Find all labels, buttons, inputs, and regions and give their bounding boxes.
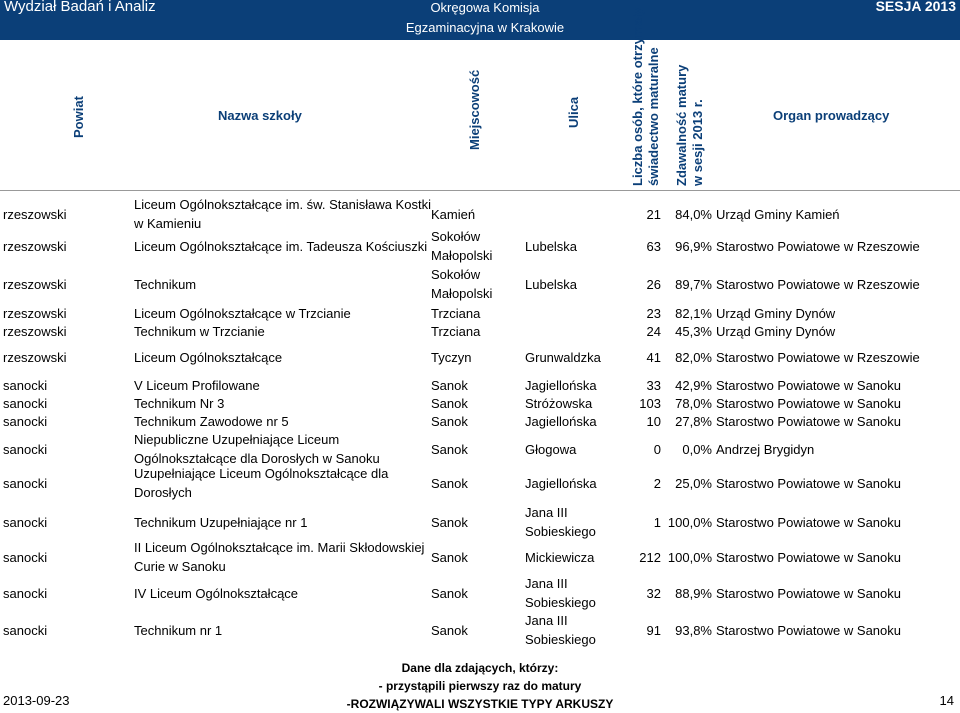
cell-nazwa: II Liceum Ogólnokształcące im. Marii Skłodowskiej <box>134 540 425 555</box>
cell-miejscowosc: Sanok <box>431 441 468 457</box>
cell-organ: Starostwo Powiatowe w Rzeszowie <box>716 349 920 365</box>
cell-organ: Starostwo Powiatowe w Rzeszowie <box>716 238 920 254</box>
cell-ulica: Jagiellońska <box>525 475 597 491</box>
cell-zdawalnosc: 45,3% <box>675 323 712 339</box>
cell-powiat: rzeszowski <box>3 206 67 222</box>
cell-zdawalnosc: 82,0% <box>675 349 712 365</box>
cell-organ: Starostwo Powiatowe w Sanoku <box>716 377 901 393</box>
header-divider <box>0 190 960 191</box>
cell-miejscowosc: Sanok <box>431 514 468 530</box>
cell-liczba: 63 <box>646 238 661 254</box>
cell-nazwa: w Kamieniu <box>134 216 202 231</box>
cell-nazwa: Uzupełniające Liceum Ogólnokształcące dla <box>134 466 389 481</box>
cell-ulica: Stróżowska <box>525 395 593 411</box>
cell-zdawalnosc: 100,0% <box>667 549 712 565</box>
cell-powiat: sanocki <box>3 475 48 491</box>
cell-powiat: sanocki <box>3 514 48 530</box>
cell-miejscowosc: Małopolski <box>431 286 493 301</box>
cell-ulica: Jana III <box>525 613 568 628</box>
cell-nazwa: Technikum w Trzcianie <box>134 323 265 339</box>
cell-powiat: rzeszowski <box>3 305 67 321</box>
column-header-miejscowosc: Miejscowość <box>467 69 482 150</box>
cell-powiat: sanocki <box>3 585 48 601</box>
cell-ulica: Lubelska <box>525 276 578 292</box>
column-header-liczba-line1: Liczba osób, które otrzymały <box>630 7 645 186</box>
column-header-zdawalnosc-line2: w sesji 2013 r. <box>690 99 705 186</box>
cell-miejscowosc: Małopolski <box>431 248 493 263</box>
cell-powiat: sanocki <box>3 377 48 393</box>
cell-nazwa: Dorosłych <box>134 485 192 500</box>
cell-ulica: Sobieskiego <box>525 632 596 647</box>
cell-nazwa: Liceum Ogólnokształcące im. św. Stanisława Kostki <box>134 197 431 212</box>
cell-miejscowosc: Trzciana <box>431 323 481 339</box>
cell-powiat: rzeszowski <box>3 349 67 365</box>
cell-nazwa: Technikum Nr 3 <box>134 395 225 411</box>
cell-miejscowosc: Sanok <box>431 413 468 429</box>
cell-zdawalnosc: 84,0% <box>675 206 712 222</box>
cell-miejscowosc: Trzciana <box>431 305 481 321</box>
cell-organ: Urząd Gminy Dynów <box>716 305 836 321</box>
cell-liczba: 41 <box>646 349 661 365</box>
cell-miejscowosc: Sanok <box>431 377 468 393</box>
header-center-line1: Okręgowa Komisja Egzaminacyjna w Krakowie <box>405 0 565 35</box>
cell-miejscowosc: Sanok <box>431 622 468 638</box>
cell-liczba: 2 <box>653 475 661 491</box>
cell-zdawalnosc: 25,0% <box>675 475 712 491</box>
cell-miejscowosc: Tyczyn <box>431 349 472 365</box>
cell-zdawalnosc: 0,0% <box>682 441 712 457</box>
cell-ulica: Jana III <box>525 505 568 520</box>
cell-organ: Starostwo Powiatowe w Sanoku <box>716 514 901 530</box>
cell-organ: Starostwo Powiatowe w Sanoku <box>716 395 901 411</box>
header-center <box>385 0 585 58</box>
cell-organ: Starostwo Powiatowe w Sanoku <box>716 622 901 638</box>
cell-ulica: Głogowa <box>525 441 577 457</box>
cell-zdawalnosc: 100,0% <box>667 514 712 530</box>
cell-nazwa: V Liceum Profilowane <box>134 377 260 393</box>
cell-liczba: 33 <box>646 377 661 393</box>
cell-ulica: Grunwaldzka <box>525 349 601 365</box>
cell-powiat: sanocki <box>3 413 48 429</box>
cell-liczba: 212 <box>639 549 661 565</box>
cell-organ: Andrzej Brygidyn <box>716 441 815 457</box>
cell-organ: Urząd Gminy Dynów <box>716 323 836 339</box>
cell-liczba: 24 <box>646 323 661 339</box>
cell-organ: Starostwo Powiatowe w Rzeszowie <box>716 276 920 292</box>
cell-miejscowosc: Sanok <box>431 395 468 411</box>
footer-note <box>330 659 630 713</box>
cell-powiat: rzeszowski <box>3 323 67 339</box>
column-header-organ: Organ prowadzący <box>773 108 890 123</box>
cell-organ: Starostwo Powiatowe w Sanoku <box>716 413 901 429</box>
cell-powiat: sanocki <box>3 622 48 638</box>
cell-liczba: 21 <box>646 206 661 222</box>
footer-line2: - przystąpili pierwszy raz do matury <box>378 679 582 693</box>
cell-nazwa: IV Liceum Ogólnokształcące <box>134 585 299 601</box>
cell-zdawalnosc: 82,1% <box>675 305 712 321</box>
cell-liczba: 10 <box>646 413 661 429</box>
cell-ulica: Jagiellońska <box>525 413 597 429</box>
cell-liczba: 26 <box>646 276 661 292</box>
header-center-line2: os. Szkolne 37, 31-978 Kraków <box>395 40 575 55</box>
header-right: SESJA 2013 <box>875 0 956 14</box>
cell-liczba: 32 <box>646 585 661 601</box>
cell-ulica: Lubelska <box>525 238 578 254</box>
column-header-liczba-line2: świadectwo maturalne <box>646 47 661 186</box>
cell-nazwa: Technikum nr 1 <box>134 622 223 638</box>
cell-powiat: sanocki <box>3 395 48 411</box>
cell-miejscowosc: Sokołów <box>431 267 481 282</box>
cell-powiat: rzeszowski <box>3 276 67 292</box>
header-left: Wydział Badań i Analiz <box>4 0 156 15</box>
column-header-ulica: Ulica <box>566 96 581 128</box>
cell-zdawalnosc: 96,9% <box>675 238 712 254</box>
cell-miejscowosc: Sanok <box>431 475 468 491</box>
cell-organ: Urząd Gminy Kamień <box>716 206 840 222</box>
cell-nazwa: Curie w Sanoku <box>134 559 226 574</box>
cell-ulica: Jagiellońska <box>525 377 597 393</box>
cell-nazwa: Ogólnokształcące dla Dorosłych w Sanoku <box>134 451 380 466</box>
cell-nazwa: Technikum Uzupełniające nr 1 <box>134 514 308 530</box>
cell-liczba: 91 <box>646 622 661 638</box>
cell-powiat: rzeszowski <box>3 238 67 254</box>
cell-liczba: 1 <box>653 514 661 530</box>
cell-zdawalnosc: 42,9% <box>675 377 712 393</box>
cell-zdawalnosc: 27,8% <box>675 413 712 429</box>
cell-ulica: Jana III <box>525 576 568 591</box>
cell-nazwa: Technikum Zawodowe nr 5 <box>134 413 289 429</box>
cell-nazwa: Liceum Ogólnokształcące im. Tadeusza Kościuszki <box>134 238 428 254</box>
column-header-zdawalnosc <box>674 65 706 186</box>
cell-miejscowosc: Sanok <box>431 585 468 601</box>
cell-organ: Starostwo Powiatowe w Sanoku <box>716 549 901 565</box>
cell-ulica: Sobieskiego <box>525 595 596 610</box>
cell-zdawalnosc: 78,0% <box>675 395 712 411</box>
cell-nazwa: Niepubliczne Uzupełniające Liceum <box>134 432 340 447</box>
cell-organ: Starostwo Powiatowe w Sanoku <box>716 475 901 491</box>
footer-line3: -ROZWIĄZYWALI WSZYSTKIE TYPY ARKUSZY <box>346 697 614 711</box>
cell-zdawalnosc: 93,8% <box>675 622 712 638</box>
cell-miejscowosc: Sokołów <box>431 229 481 244</box>
cell-zdawalnosc: 88,9% <box>675 585 712 601</box>
cell-liczba: 0 <box>653 441 661 457</box>
footer-date: 2013-09-23 <box>3 693 70 708</box>
cell-powiat: sanocki <box>3 549 48 565</box>
page-number: 14 <box>939 693 954 708</box>
cell-liczba: 23 <box>646 305 661 321</box>
cell-organ: Starostwo Powiatowe w Sanoku <box>716 585 901 601</box>
cell-nazwa: Liceum Ogólnokształcące <box>134 349 283 365</box>
cell-liczba: 103 <box>639 395 661 411</box>
column-header-liczba <box>630 8 662 186</box>
cell-zdawalnosc: 89,7% <box>675 276 712 292</box>
cell-nazwa: Technikum <box>134 276 197 292</box>
footer-line1: Dane dla zdających, którzy: <box>401 661 559 675</box>
column-header-zdawalnosc-line1: Zdawalność matury <box>674 64 689 186</box>
column-header-nazwa: Nazwa szkoły <box>218 108 302 123</box>
column-header-powiat: Powiat <box>71 96 86 138</box>
cell-miejscowosc: Sanok <box>431 549 468 565</box>
cell-ulica: Mickiewicza <box>525 549 595 565</box>
cell-ulica: Sobieskiego <box>525 524 596 539</box>
cell-miejscowosc: Kamień <box>431 206 476 222</box>
page-header <box>0 0 960 55</box>
cell-nazwa: Liceum Ogólnokształcące w Trzcianie <box>134 305 351 321</box>
cell-powiat: sanocki <box>3 441 48 457</box>
